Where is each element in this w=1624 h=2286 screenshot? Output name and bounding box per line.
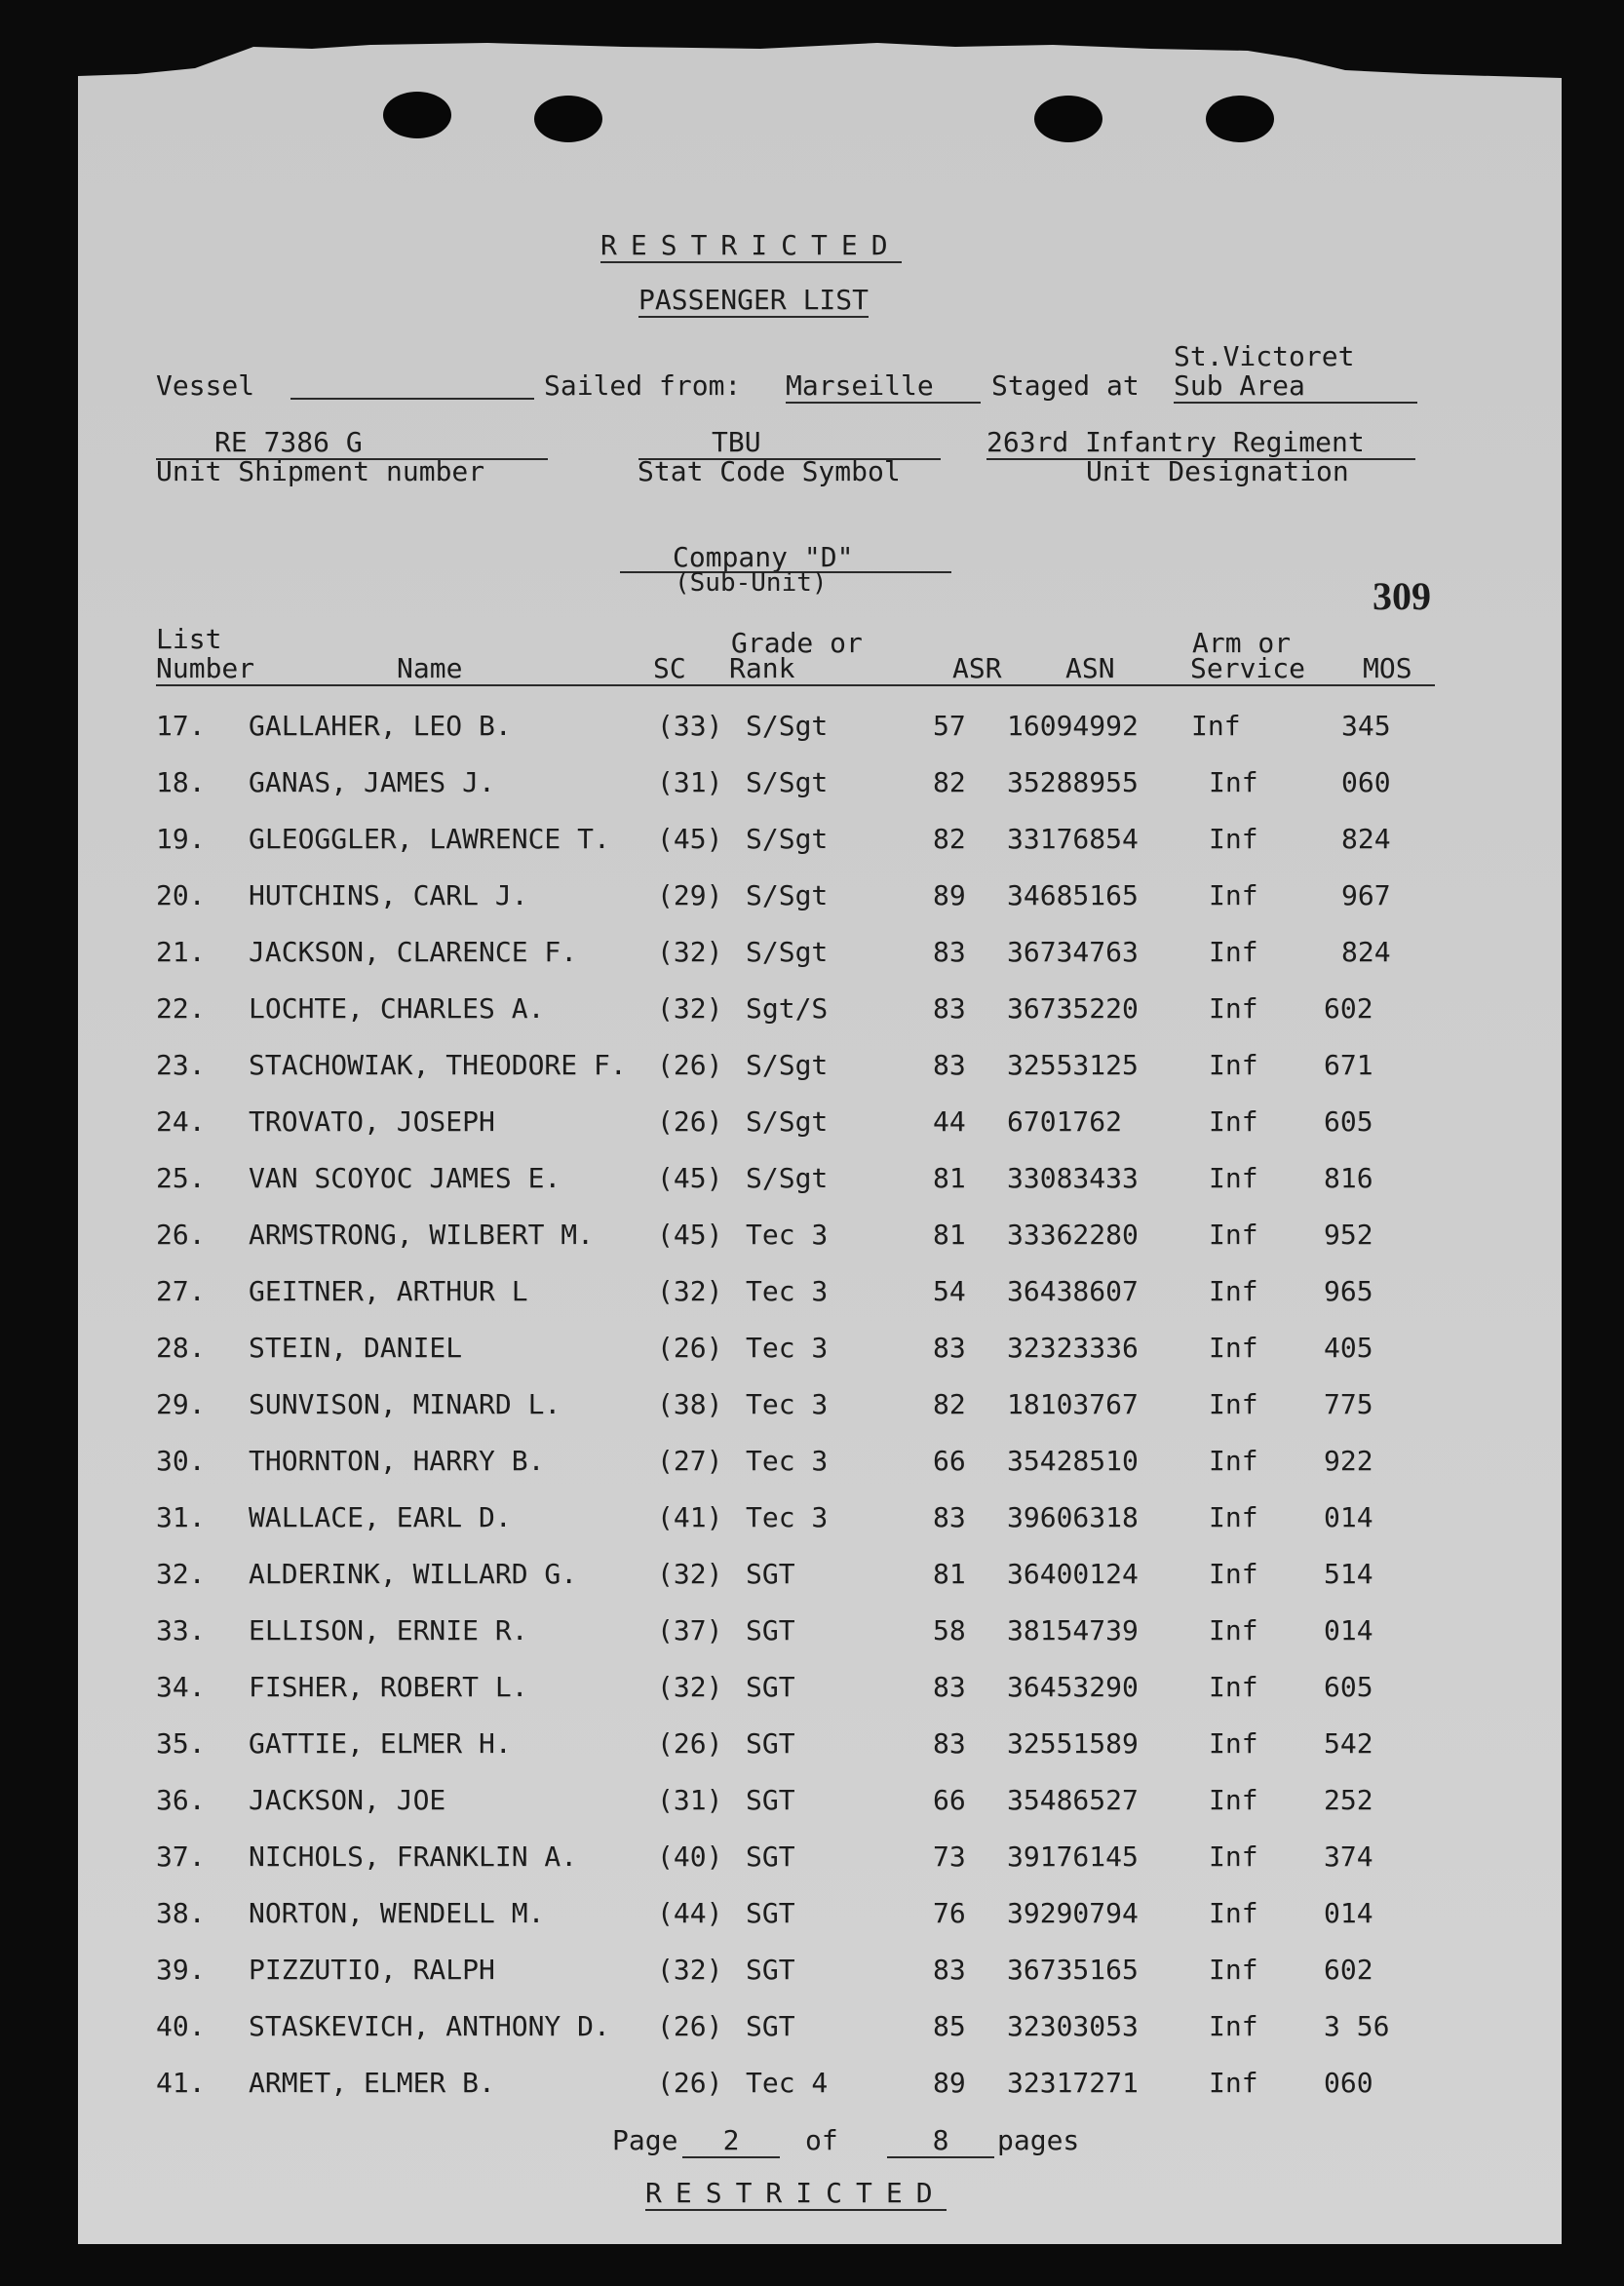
arm-value: Inf	[1209, 1614, 1258, 1647]
list-number: 29.	[156, 1388, 206, 1420]
arm-value: Inf	[1209, 1784, 1258, 1816]
sc-value: (26)	[657, 2010, 723, 2042]
asn-value: 36453290	[1007, 1671, 1139, 1703]
asr-value: 54	[933, 1275, 966, 1307]
asn-value: 38154739	[1007, 1614, 1139, 1647]
sc-value: (45)	[657, 1219, 723, 1251]
mos-value: 605	[1324, 1671, 1373, 1703]
mos-value: 374	[1324, 1840, 1373, 1873]
sc-value: (40)	[657, 1840, 723, 1873]
sc-value: (26)	[657, 2067, 723, 2099]
passenger-name: GATTIE, ELMER H.	[249, 1727, 512, 1760]
passenger-name: STEIN, DANIEL	[249, 1332, 463, 1364]
grade-value: Tec 3	[746, 1219, 829, 1251]
staged-at-label: Staged at	[991, 369, 1140, 402]
grade-value: S/Sgt	[746, 1162, 829, 1194]
arm-value: Inf	[1209, 2010, 1258, 2042]
col-arm-line1: Arm or	[1192, 627, 1292, 659]
list-number: 26.	[156, 1219, 206, 1251]
grade-value: SGT	[746, 1840, 795, 1873]
sc-value: (26)	[657, 1049, 723, 1081]
passenger-name: TROVATO, JOSEPH	[249, 1105, 495, 1138]
mos-value: 060	[1341, 766, 1391, 798]
passenger-name: STACHOWIAK, THEODORE F.	[249, 1049, 627, 1081]
passenger-name: NORTON, WENDELL M.	[249, 1897, 545, 1929]
sc-value: (37)	[657, 1614, 723, 1647]
list-number: 41.	[156, 2067, 206, 2099]
arm-value: Inf	[1209, 1897, 1258, 1929]
mos-value: 252	[1324, 1784, 1373, 1816]
grade-value: Tec 3	[746, 1388, 829, 1420]
asn-value: 16094992	[1007, 710, 1139, 742]
mos-value: 602	[1324, 1954, 1373, 1986]
list-number: 39.	[156, 1954, 206, 1986]
passenger-name: WALLACE, EARL D.	[249, 1501, 512, 1533]
mos-value: 014	[1324, 1614, 1373, 1647]
table-row	[78, 1840, 1562, 1879]
binder-hole	[534, 96, 602, 142]
asn-value: 39290794	[1007, 1897, 1139, 1929]
passenger-name: PIZZUTIO, RALPH	[249, 1954, 495, 1986]
mos-value: 824	[1341, 936, 1391, 968]
list-number: 23.	[156, 1049, 206, 1081]
list-number: 25.	[156, 1162, 206, 1194]
asr-value: 83	[933, 1727, 966, 1760]
sc-value: (32)	[657, 1954, 723, 1986]
arm-value: Inf	[1209, 1445, 1258, 1477]
stamped-page-number: 309	[1373, 574, 1431, 618]
list-number: 35.	[156, 1727, 206, 1760]
asn-value: 33176854	[1007, 823, 1139, 855]
list-number: 20.	[156, 879, 206, 911]
mos-value: 605	[1324, 1105, 1373, 1138]
binder-hole	[1034, 96, 1102, 142]
unit-shipment-label: Unit Shipment number	[156, 455, 485, 487]
asr-value: 81	[933, 1162, 966, 1194]
list-number: 36.	[156, 1784, 206, 1816]
col-arm-line2: Service	[1190, 652, 1306, 684]
table-row	[78, 1105, 1562, 1144]
restricted-heading: RESTRICTED	[600, 229, 902, 261]
document-title: PASSENGER LIST	[638, 284, 870, 316]
passenger-name: GEITNER, ARTHUR L	[249, 1275, 528, 1307]
grade-value: Tec 3	[746, 1275, 829, 1307]
grade-value: S/Sgt	[746, 766, 829, 798]
grade-value: SGT	[746, 1954, 795, 1986]
asr-value: 81	[933, 1558, 966, 1590]
arm-value: Inf	[1209, 1105, 1258, 1138]
table-row	[78, 2067, 1562, 2106]
asn-value: 32551589	[1007, 1727, 1139, 1760]
grade-value: SGT	[746, 1727, 795, 1760]
table-row	[78, 1162, 1562, 1201]
mos-value: 405	[1324, 1332, 1373, 1364]
grade-value: SGT	[746, 1671, 795, 1703]
arm-value: Inf	[1191, 710, 1241, 742]
asr-value: 83	[933, 1501, 966, 1533]
passenger-name: STASKEVICH, ANTHONY D.	[249, 2010, 610, 2042]
arm-value: Inf	[1209, 1671, 1258, 1703]
grade-value: SGT	[746, 1614, 795, 1647]
pages-label: pages	[997, 2124, 1080, 2156]
passenger-name: JACKSON, JOE	[249, 1784, 446, 1816]
asr-value: 83	[933, 1954, 966, 1986]
grade-value: Tec 3	[746, 1332, 829, 1364]
mos-value: 824	[1341, 823, 1391, 855]
list-number: 33.	[156, 1614, 206, 1647]
table-row	[78, 1501, 1562, 1540]
subunit-value: Company "D"	[673, 541, 854, 573]
sailed-from-label: Sailed from:	[544, 369, 742, 402]
sc-value: (32)	[657, 992, 723, 1025]
grade-value: Tec 4	[746, 2067, 829, 2099]
list-number: 34.	[156, 1671, 206, 1703]
asn-value: 39606318	[1007, 1501, 1139, 1533]
mos-value: 014	[1324, 1501, 1373, 1533]
grade-value: S/Sgt	[746, 936, 829, 968]
page-total: 8	[887, 2125, 994, 2158]
table-row	[78, 1275, 1562, 1314]
passenger-name: ARMET, ELMER B.	[249, 2067, 495, 2099]
grade-value: Tec 3	[746, 1445, 829, 1477]
table-row	[78, 1445, 1562, 1484]
grade-value: Tec 3	[746, 1501, 829, 1533]
header-rule	[156, 684, 1435, 686]
sc-value: (32)	[657, 1275, 723, 1307]
table-row	[78, 1388, 1562, 1427]
mos-value: 671	[1324, 1049, 1373, 1081]
arm-value: Inf	[1209, 1840, 1258, 1873]
sc-value: (33)	[657, 710, 723, 742]
mos-value: 965	[1324, 1275, 1373, 1307]
list-number: 37.	[156, 1840, 206, 1873]
sc-value: (44)	[657, 1897, 723, 1929]
asr-value: 82	[933, 766, 966, 798]
table-row	[78, 1954, 1562, 1993]
passenger-name: GANAS, JAMES J.	[249, 766, 495, 798]
passenger-name: ARMSTRONG, WILBERT M.	[249, 1219, 595, 1251]
passenger-name: LOCHTE, CHARLES A.	[249, 992, 545, 1025]
table-row	[78, 1784, 1562, 1823]
col-list-number-line2: Number	[156, 652, 255, 684]
asr-value: 83	[933, 1049, 966, 1081]
table-row	[78, 710, 1562, 749]
grade-value: S/Sgt	[746, 710, 829, 742]
passenger-name: GLEOGGLER, LAWRENCE T.	[249, 823, 610, 855]
asr-value: 73	[933, 1840, 966, 1873]
sc-value: (41)	[657, 1501, 723, 1533]
asn-value: 18103767	[1007, 1388, 1139, 1420]
list-number: 22.	[156, 992, 206, 1025]
list-number: 40.	[156, 2010, 206, 2042]
arm-value: Inf	[1209, 1727, 1258, 1760]
asr-value: 83	[933, 992, 966, 1025]
arm-value: Inf	[1209, 823, 1258, 855]
grade-value: SGT	[746, 1784, 795, 1816]
mos-value: 3 56	[1324, 2010, 1390, 2042]
asr-value: 66	[933, 1445, 966, 1477]
table-row	[78, 1897, 1562, 1936]
arm-value: Inf	[1209, 1388, 1258, 1420]
binder-hole	[383, 92, 451, 138]
col-asn: ASN	[1065, 652, 1115, 684]
table-row	[78, 1332, 1562, 1371]
list-number: 30.	[156, 1445, 206, 1477]
mos-value: 922	[1324, 1445, 1373, 1477]
arm-value: Inf	[1209, 992, 1258, 1025]
asn-value: 35288955	[1007, 766, 1139, 798]
asn-value: 36735165	[1007, 1954, 1139, 1986]
table-row	[78, 1049, 1562, 1088]
asr-value: 83	[933, 1671, 966, 1703]
table-row	[78, 2010, 1562, 2049]
passenger-name: ALDERINK, WILLARD G.	[249, 1558, 578, 1590]
asn-value: 36734763	[1007, 936, 1139, 968]
asn-value: 36735220	[1007, 992, 1139, 1025]
page-current: 2	[682, 2125, 780, 2158]
asn-value: 32323336	[1007, 1332, 1139, 1364]
arm-value: Inf	[1209, 1954, 1258, 1986]
list-number: 24.	[156, 1105, 206, 1138]
sc-value: (31)	[657, 766, 723, 798]
unit-designation-value: 263rd Infantry Regiment	[986, 426, 1365, 458]
sc-value: (38)	[657, 1388, 723, 1420]
asr-value: 76	[933, 1897, 966, 1929]
asn-value: 36438607	[1007, 1275, 1139, 1307]
arm-value: Inf	[1209, 1162, 1258, 1194]
col-grade-line2: Rank	[729, 652, 795, 684]
grade-value: S/Sgt	[746, 879, 829, 911]
asr-value: 81	[933, 1219, 966, 1251]
document-page	[78, 78, 1562, 2244]
table-row	[78, 823, 1562, 862]
arm-value: Inf	[1209, 1219, 1258, 1251]
col-grade-line1: Grade or	[731, 627, 863, 659]
grade-value: SGT	[746, 2010, 795, 2042]
table-row	[78, 766, 1562, 805]
passenger-name: GALLAHER, LEO B.	[249, 710, 512, 742]
mos-value: 014	[1324, 1897, 1373, 1929]
grade-value: S/Sgt	[746, 1105, 829, 1138]
sc-value: (27)	[657, 1445, 723, 1477]
passenger-name: ELLISON, ERNIE R.	[249, 1614, 528, 1647]
passenger-name: JACKSON, CLARENCE F.	[249, 936, 578, 968]
list-number: 18.	[156, 766, 206, 798]
list-number: 27.	[156, 1275, 206, 1307]
list-number: 31.	[156, 1501, 206, 1533]
table-row	[78, 1671, 1562, 1710]
list-number: 17.	[156, 710, 206, 742]
table-row	[78, 992, 1562, 1031]
unit-designation-label: Unit Designation	[1086, 455, 1349, 487]
asr-value: 83	[933, 1332, 966, 1364]
asr-value: 57	[933, 710, 966, 742]
stat-code-label: Stat Code Symbol	[638, 455, 901, 487]
arm-value: Inf	[1209, 2067, 1258, 2099]
arm-value: Inf	[1209, 1332, 1258, 1364]
arm-value: Inf	[1209, 1558, 1258, 1590]
vessel-blank-line	[290, 398, 534, 400]
col-sc: SC	[653, 652, 686, 684]
sc-value: (32)	[657, 936, 723, 968]
col-mos: MOS	[1363, 652, 1412, 684]
mos-value: 602	[1324, 992, 1373, 1025]
asr-value: 58	[933, 1614, 966, 1647]
unit-shipment-value: RE 7386 G	[214, 426, 363, 458]
col-list-number-line1: List	[156, 623, 222, 655]
sc-value: (32)	[657, 1558, 723, 1590]
grade-value: SGT	[746, 1897, 795, 1929]
mos-value: 345	[1341, 710, 1391, 742]
passenger-name: VAN SCOYOC JAMES E.	[249, 1162, 561, 1194]
passenger-name: THORNTON, HARRY B.	[249, 1445, 545, 1477]
sailed-from-value: Marseille	[786, 370, 981, 404]
asn-value: 6701762	[1007, 1105, 1123, 1138]
arm-value: Inf	[1209, 936, 1258, 968]
list-number: 38.	[156, 1897, 206, 1929]
mos-value: 514	[1324, 1558, 1373, 1590]
asr-value: 44	[933, 1105, 966, 1138]
asr-value: 66	[933, 1784, 966, 1816]
restricted-footer: RESTRICTED	[645, 2177, 947, 2209]
passenger-name: SUNVISON, MINARD L.	[249, 1388, 561, 1420]
asn-value: 32553125	[1007, 1049, 1139, 1081]
list-number: 28.	[156, 1332, 206, 1364]
table-row	[78, 1727, 1562, 1766]
asn-value: 35428510	[1007, 1445, 1139, 1477]
page-label: Page	[612, 2124, 678, 2156]
grade-value: S/Sgt	[746, 823, 829, 855]
asn-value: 36400124	[1007, 1558, 1139, 1590]
asr-value: 82	[933, 1388, 966, 1420]
arm-value: Inf	[1209, 1049, 1258, 1081]
vessel-label: Vessel	[156, 369, 255, 402]
sc-value: (45)	[657, 1162, 723, 1194]
mos-value: 060	[1324, 2067, 1373, 2099]
table-row	[78, 936, 1562, 975]
mos-value: 952	[1324, 1219, 1373, 1251]
sc-value: (26)	[657, 1332, 723, 1364]
table-row	[78, 879, 1562, 918]
stat-code-value: TBU	[712, 426, 761, 458]
asn-value: 35486527	[1007, 1784, 1139, 1816]
table-row	[78, 1614, 1562, 1653]
arm-value: Inf	[1209, 1275, 1258, 1307]
torn-edge	[78, 39, 1562, 97]
mos-value: 816	[1324, 1162, 1373, 1194]
sc-value: (31)	[657, 1784, 723, 1816]
staged-at-value-line1: St.Victoret	[1174, 340, 1355, 372]
asr-value: 83	[933, 936, 966, 968]
arm-value: Inf	[1209, 766, 1258, 798]
asn-value: 32317271	[1007, 2067, 1139, 2099]
mos-value: 775	[1324, 1388, 1373, 1420]
asr-value: 89	[933, 879, 966, 911]
col-asr: ASR	[952, 652, 1002, 684]
mos-value: 967	[1341, 879, 1391, 911]
asn-value: 33083433	[1007, 1162, 1139, 1194]
grade-value: S/Sgt	[746, 1049, 829, 1081]
list-number: 32.	[156, 1558, 206, 1590]
asn-value: 39176145	[1007, 1840, 1139, 1873]
table-row	[78, 1558, 1562, 1597]
passenger-name: NICHOLS, FRANKLIN A.	[249, 1840, 578, 1873]
staged-at-value-line2: Sub Area	[1174, 370, 1417, 404]
passenger-name: FISHER, ROBERT L.	[249, 1671, 528, 1703]
page-of-label: of	[805, 2124, 838, 2156]
asn-value: 32303053	[1007, 2010, 1139, 2042]
grade-value: SGT	[746, 1558, 795, 1590]
sc-value: (32)	[657, 1671, 723, 1703]
arm-value: Inf	[1209, 879, 1258, 911]
sc-value: (45)	[657, 823, 723, 855]
sc-value: (29)	[657, 879, 723, 911]
list-number: 21.	[156, 936, 206, 968]
arm-value: Inf	[1209, 1501, 1258, 1533]
asn-value: 33362280	[1007, 1219, 1139, 1251]
asr-value: 89	[933, 2067, 966, 2099]
grade-value: Sgt/S	[746, 992, 829, 1025]
asr-value: 85	[933, 2010, 966, 2042]
asr-value: 82	[933, 823, 966, 855]
col-name: Name	[397, 652, 463, 684]
passenger-name: HUTCHINS, CARL J.	[249, 879, 528, 911]
subunit-label: (Sub-Unit)	[675, 568, 828, 598]
mos-value: 542	[1324, 1727, 1373, 1760]
binder-hole	[1206, 96, 1274, 142]
sc-value: (26)	[657, 1105, 723, 1138]
list-number: 19.	[156, 823, 206, 855]
sc-value: (26)	[657, 1727, 723, 1760]
asn-value: 34685165	[1007, 879, 1139, 911]
table-row	[78, 1219, 1562, 1258]
